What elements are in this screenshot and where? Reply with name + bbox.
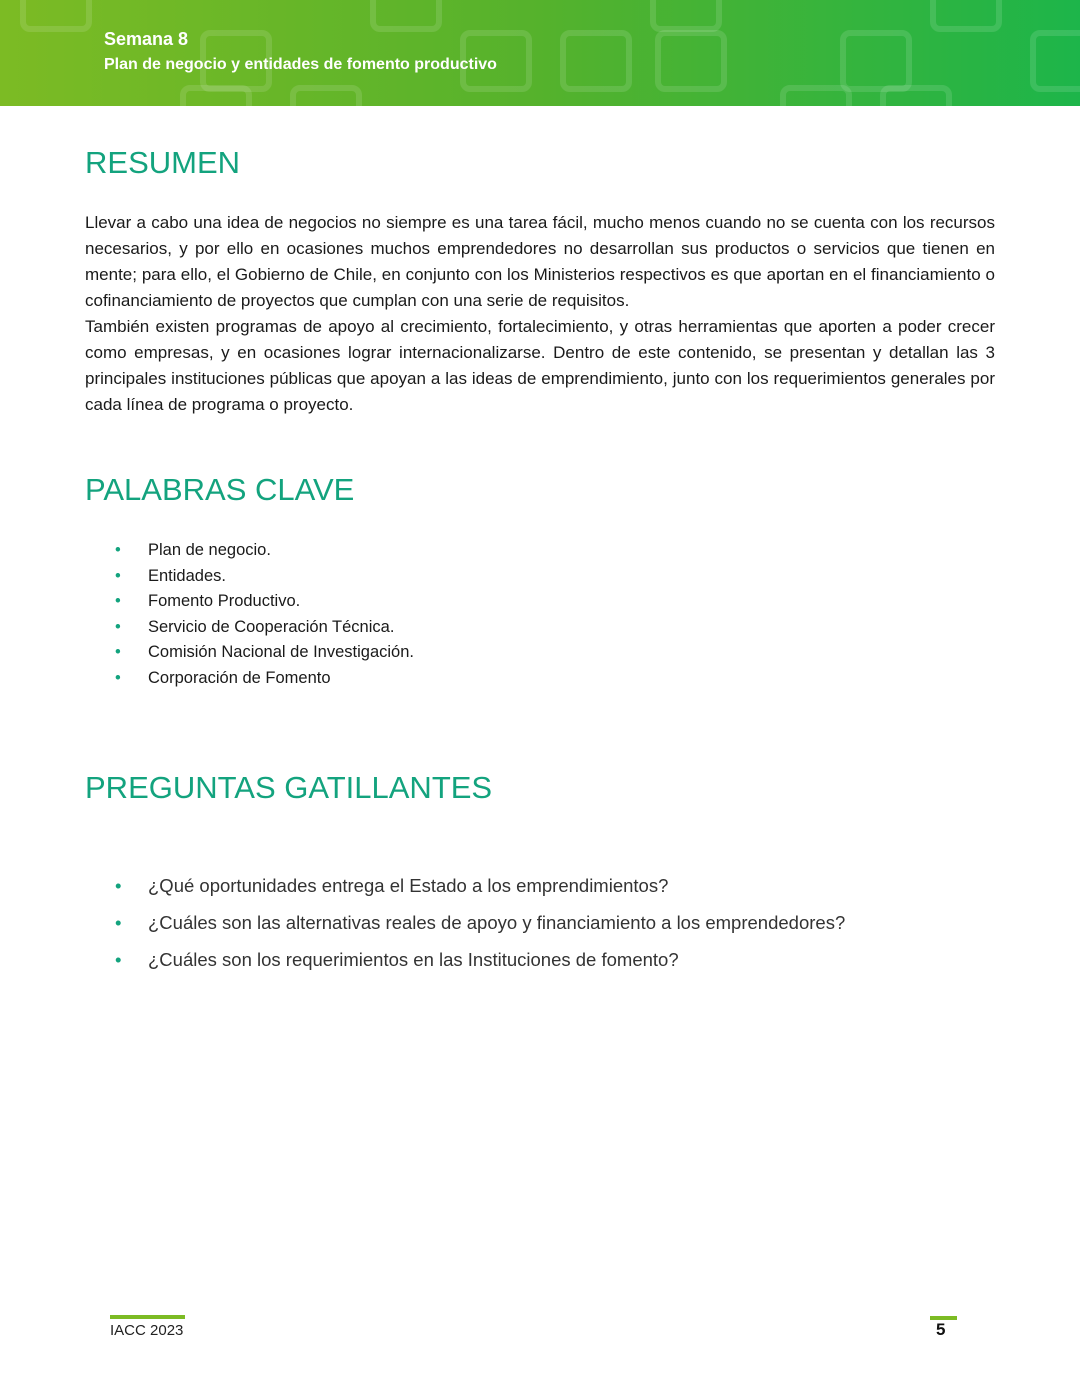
bullet-icon: •	[115, 541, 121, 559]
list-item: • Corporación de Fomento	[115, 666, 414, 692]
page-header-banner	[0, 0, 1080, 106]
list-item: • ¿Qué oportunidades entrega el Estado a los emprendimientos?	[115, 867, 845, 904]
resumen-heading: RESUMEN	[85, 145, 241, 180]
course-subtitle: Plan de negocio y entidades de fomento productivo	[104, 56, 497, 73]
keywords-list	[115, 538, 414, 691]
bullet-icon: •	[115, 949, 122, 970]
list-item: • Entidades.	[115, 564, 414, 590]
resumen-paragraph: También existen programas de apoyo al crecimiento, fortalecimiento, y otras herramientas que aporten a poder crecer como empresas, y en ocasiones lograr internacionalizarse. Dentro de este contenido, se presentan y detallan las 3 principales instituciones públicas que apoyan a las ideas de emprendimiento, junto con los requerimientos generales por cada línea de programa o proyecto.	[85, 317, 995, 414]
bullet-icon: •	[115, 566, 121, 585]
bullet-icon: •	[115, 643, 121, 661]
bullet-icon: •	[115, 617, 121, 636]
resumen-paragraph: Llevar a cabo una idea de negocios no siempre es una tarea fácil, mucho menos cuando no se cuenta con los recursos necesarios, y por ello en ocasiones muchos emprendedores no desarrollan sus productos o servicios que tienen en mente; para ello, el Gobierno de Chile, en conjunto con los Ministerios respectivos es que aportan en el financiamiento o cofinanciamiento de proyectos que cumplan con una serie de requisitos.	[85, 213, 995, 310]
bullet-icon: •	[115, 875, 122, 896]
footer-org: IACC 2023	[110, 1322, 184, 1339]
list-item: • Plan de negocio.	[115, 538, 414, 564]
resumen-body	[85, 210, 995, 418]
list-item: • Comisión Nacional de Investigación.	[115, 640, 414, 666]
list-item: • Servicio de Cooperación Técnica.	[115, 615, 414, 641]
questions-heading: PREGUNTAS GATILLANTES	[85, 770, 493, 805]
bullet-icon: •	[115, 912, 122, 933]
list-item: • ¿Cuáles son los requerimientos en las Instituciones de fomento?	[115, 941, 845, 978]
bullet-icon: •	[115, 668, 121, 687]
list-item: • Fomento Productivo.	[115, 589, 414, 615]
keywords-heading: PALABRAS CLAVE	[85, 472, 355, 507]
footer-accent-bar	[110, 1315, 185, 1319]
questions-list	[115, 867, 845, 978]
list-item: • ¿Cuáles son las alternativas reales de apoyo y financiamiento a los emprendedores?	[115, 904, 845, 941]
week-label: Semana 8	[104, 29, 189, 49]
bullet-icon: •	[115, 592, 121, 610]
page-number: 5	[936, 1320, 946, 1339]
